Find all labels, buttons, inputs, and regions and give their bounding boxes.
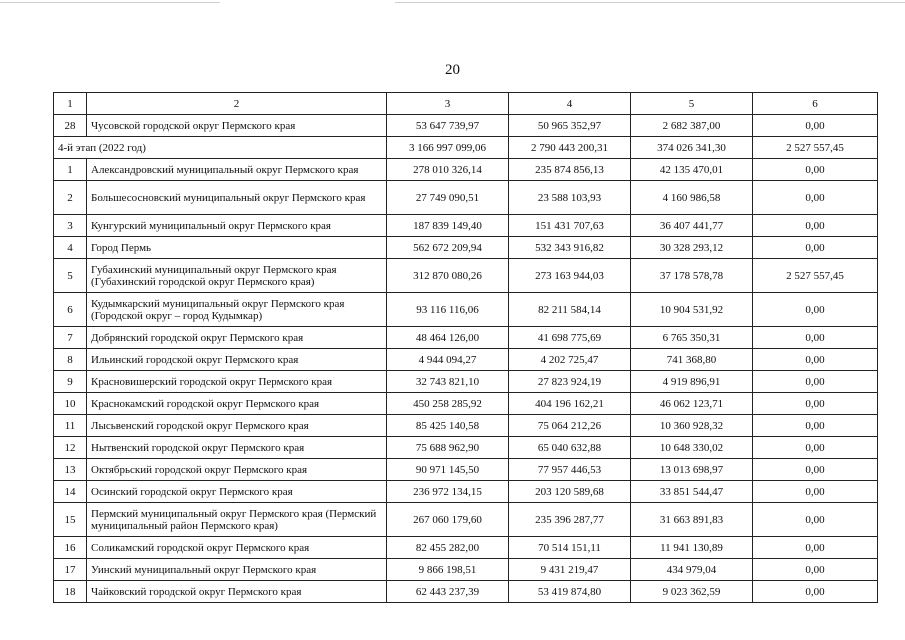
municipality-name: Пермский муниципальный округ Пермского края (Пермский муниципальный район Пермского края) <box>87 503 387 537</box>
municipality-name: Кунгурский муниципальный округ Пермского края <box>87 215 387 237</box>
column-header: 5 <box>631 93 753 115</box>
stage-total-amount: 3 166 997 099,06 <box>387 137 509 159</box>
table-row <box>54 459 878 481</box>
column-header: 4 <box>509 93 631 115</box>
total-amount: 236 972 134,15 <box>387 481 509 503</box>
municipality-name: Нытвенский городской округ Пермского края <box>87 437 387 459</box>
column-header: 3 <box>387 93 509 115</box>
total-amount: 90 971 145,50 <box>387 459 509 481</box>
table-row <box>54 559 878 581</box>
total-amount: 53 647 739,97 <box>387 115 509 137</box>
amount-column-6: 0,00 <box>753 293 878 327</box>
amount-column-6: 0,00 <box>753 181 878 215</box>
amount-column-4: 75 064 212,26 <box>509 415 631 437</box>
table-body <box>54 93 878 603</box>
total-amount: 75 688 962,90 <box>387 437 509 459</box>
stage-amount-column-5: 374 026 341,30 <box>631 137 753 159</box>
amount-column-5: 434 979,04 <box>631 559 753 581</box>
row-index: 2 <box>54 181 87 215</box>
amount-column-6: 0,00 <box>753 415 878 437</box>
amount-column-6: 0,00 <box>753 537 878 559</box>
amount-column-4: 151 431 707,63 <box>509 215 631 237</box>
total-amount: 48 464 126,00 <box>387 327 509 349</box>
row-index: 6 <box>54 293 87 327</box>
scan-edge-line-right <box>395 2 905 3</box>
municipality-name: Ильинский городской округ Пермского края <box>87 349 387 371</box>
total-amount: 4 944 094,27 <box>387 349 509 371</box>
table-row <box>54 181 878 215</box>
row-index: 18 <box>54 581 87 603</box>
amount-column-4: 203 120 589,68 <box>509 481 631 503</box>
row-index: 16 <box>54 537 87 559</box>
amount-column-6: 0,00 <box>753 393 878 415</box>
scan-edge-line-left <box>0 2 220 3</box>
table-row <box>54 115 878 137</box>
table-row <box>54 215 878 237</box>
table-row <box>54 437 878 459</box>
municipality-name: Большесосновский муниципальный округ Пермского края <box>87 181 387 215</box>
amount-column-4: 27 823 924,19 <box>509 371 631 393</box>
municipality-name: Уинский муниципальный округ Пермского края <box>87 559 387 581</box>
stage-amount-column-6: 2 527 557,45 <box>753 137 878 159</box>
municipality-name: Губахинский муниципальный округ Пермского края (Губахинский городской округ Пермского края) <box>87 259 387 293</box>
table-row <box>54 159 878 181</box>
table-row <box>54 237 878 259</box>
amount-column-5: 11 941 130,89 <box>631 537 753 559</box>
municipality-name: Добрянский городской округ Пермского края <box>87 327 387 349</box>
total-amount: 85 425 140,58 <box>387 415 509 437</box>
total-amount: 82 455 282,00 <box>387 537 509 559</box>
row-index: 8 <box>54 349 87 371</box>
total-amount: 9 866 198,51 <box>387 559 509 581</box>
row-index: 4 <box>54 237 87 259</box>
amount-column-5: 30 328 293,12 <box>631 237 753 259</box>
row-index: 10 <box>54 393 87 415</box>
column-header: 2 <box>87 93 387 115</box>
total-amount: 450 258 285,92 <box>387 393 509 415</box>
amount-column-4: 404 196 162,21 <box>509 393 631 415</box>
amount-column-6: 0,00 <box>753 503 878 537</box>
amount-column-5: 33 851 544,47 <box>631 481 753 503</box>
table-row <box>54 503 878 537</box>
municipality-name: Город Пермь <box>87 237 387 259</box>
amount-column-4: 9 431 219,47 <box>509 559 631 581</box>
total-amount: 62 443 237,39 <box>387 581 509 603</box>
row-index: 14 <box>54 481 87 503</box>
amount-column-6: 0,00 <box>753 559 878 581</box>
row-index: 15 <box>54 503 87 537</box>
row-index: 11 <box>54 415 87 437</box>
amount-column-6: 0,00 <box>753 215 878 237</box>
row-index: 28 <box>54 115 87 137</box>
table-row <box>54 415 878 437</box>
row-index: 9 <box>54 371 87 393</box>
amount-column-5: 13 013 698,97 <box>631 459 753 481</box>
column-header: 1 <box>54 93 87 115</box>
amount-column-5: 10 360 928,32 <box>631 415 753 437</box>
total-amount: 32 743 821,10 <box>387 371 509 393</box>
municipality-name: Осинский городской округ Пермского края <box>87 481 387 503</box>
municipality-name: Соликамский городской округ Пермского края <box>87 537 387 559</box>
municipality-name: Чусовской городской округ Пермского края <box>87 115 387 137</box>
total-amount: 93 116 116,06 <box>387 293 509 327</box>
row-index: 3 <box>54 215 87 237</box>
table-row <box>54 537 878 559</box>
table-row <box>54 393 878 415</box>
total-amount: 267 060 179,60 <box>387 503 509 537</box>
table-row <box>54 259 878 293</box>
amount-column-5: 10 648 330,02 <box>631 437 753 459</box>
stage-amount-column-4: 2 790 443 200,31 <box>509 137 631 159</box>
amount-column-4: 65 040 632,88 <box>509 437 631 459</box>
row-index: 17 <box>54 559 87 581</box>
amount-column-6: 0,00 <box>753 481 878 503</box>
amount-column-6: 0,00 <box>753 115 878 137</box>
row-index: 13 <box>54 459 87 481</box>
amount-column-5: 6 765 350,31 <box>631 327 753 349</box>
amount-column-6: 0,00 <box>753 349 878 371</box>
row-index: 7 <box>54 327 87 349</box>
amount-column-6: 0,00 <box>753 437 878 459</box>
amount-column-5: 4 919 896,91 <box>631 371 753 393</box>
stage-label: 4-й этап (2022 год) <box>54 137 387 159</box>
column-header: 6 <box>753 93 878 115</box>
amount-column-6: 0,00 <box>753 581 878 603</box>
total-amount: 187 839 149,40 <box>387 215 509 237</box>
amount-column-4: 235 396 287,77 <box>509 503 631 537</box>
budget-allocation-table <box>53 92 878 603</box>
municipality-name: Кудымкарский муниципальный округ Пермского края (Городской округ – город Кудымкар) <box>87 293 387 327</box>
amount-column-4: 235 874 856,13 <box>509 159 631 181</box>
table-row <box>54 327 878 349</box>
municipality-name: Лысьвенский городской округ Пермского края <box>87 415 387 437</box>
amount-column-5: 9 023 362,59 <box>631 581 753 603</box>
amount-column-5: 46 062 123,71 <box>631 393 753 415</box>
amount-column-4: 4 202 725,47 <box>509 349 631 371</box>
amount-column-4: 273 163 944,03 <box>509 259 631 293</box>
amount-column-4: 50 965 352,97 <box>509 115 631 137</box>
municipality-name: Краснокамский городской округ Пермского края <box>87 393 387 415</box>
table-row <box>54 293 878 327</box>
amount-column-4: 532 343 916,82 <box>509 237 631 259</box>
amount-column-5: 42 135 470,01 <box>631 159 753 181</box>
amount-column-6: 0,00 <box>753 459 878 481</box>
amount-column-6: 0,00 <box>753 327 878 349</box>
table-row <box>54 371 878 393</box>
amount-column-5: 31 663 891,83 <box>631 503 753 537</box>
amount-column-5: 37 178 578,78 <box>631 259 753 293</box>
page-number: 20 <box>445 62 460 78</box>
municipality-name: Александровский муниципальный округ Пермского края <box>87 159 387 181</box>
amount-column-4: 70 514 151,11 <box>509 537 631 559</box>
row-index: 5 <box>54 259 87 293</box>
total-amount: 562 672 209,94 <box>387 237 509 259</box>
amount-column-5: 2 682 387,00 <box>631 115 753 137</box>
municipality-name: Октябрьский городской округ Пермского края <box>87 459 387 481</box>
amount-column-6: 0,00 <box>753 159 878 181</box>
row-index: 1 <box>54 159 87 181</box>
amount-column-4: 41 698 775,69 <box>509 327 631 349</box>
municipality-name: Красновишерский городской округ Пермского края <box>87 371 387 393</box>
table-row <box>54 349 878 371</box>
amount-column-5: 741 368,80 <box>631 349 753 371</box>
table-row <box>54 581 878 603</box>
amount-column-4: 53 419 874,80 <box>509 581 631 603</box>
amount-column-4: 77 957 446,53 <box>509 459 631 481</box>
amount-column-6: 2 527 557,45 <box>753 259 878 293</box>
total-amount: 27 749 090,51 <box>387 181 509 215</box>
amount-column-4: 23 588 103,93 <box>509 181 631 215</box>
table-row <box>54 481 878 503</box>
total-amount: 278 010 326,14 <box>387 159 509 181</box>
amount-column-6: 0,00 <box>753 371 878 393</box>
amount-column-5: 36 407 441,77 <box>631 215 753 237</box>
amount-column-5: 4 160 986,58 <box>631 181 753 215</box>
column-number-header-row <box>54 93 878 115</box>
amount-column-6: 0,00 <box>753 237 878 259</box>
stage-total-row <box>54 137 878 159</box>
row-index: 12 <box>54 437 87 459</box>
amount-column-5: 10 904 531,92 <box>631 293 753 327</box>
municipality-name: Чайковский городской округ Пермского края <box>87 581 387 603</box>
amount-column-4: 82 211 584,14 <box>509 293 631 327</box>
total-amount: 312 870 080,26 <box>387 259 509 293</box>
